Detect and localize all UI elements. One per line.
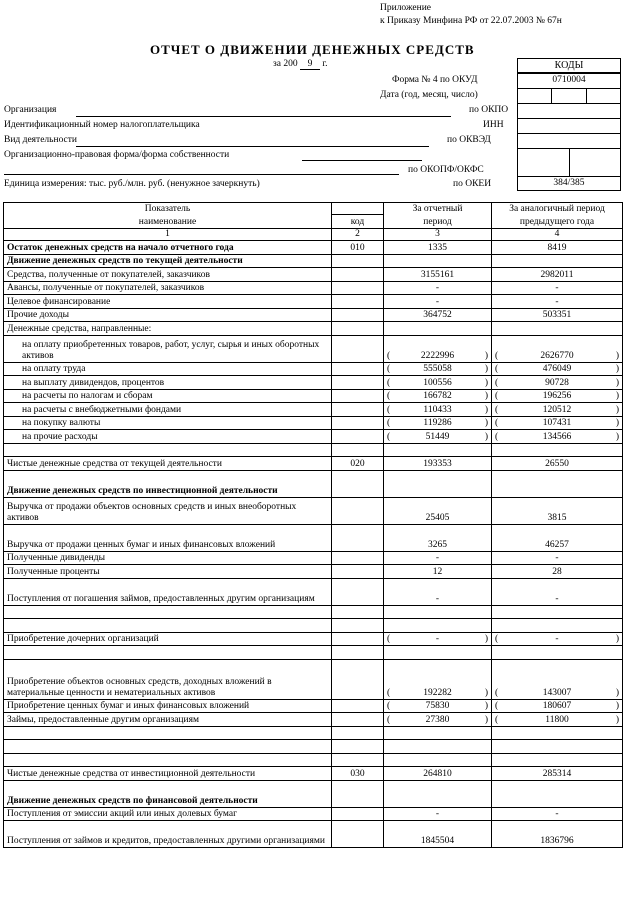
col-number-4: 4	[492, 229, 623, 241]
row-current-value	[384, 753, 492, 767]
paren-close: )	[484, 431, 488, 442]
okei-code: 384/385	[553, 178, 585, 188]
table-row	[4, 376, 623, 390]
row-name: Займы, предоставленные другим организациям	[4, 713, 332, 727]
legal-form-label: Организационно-правовая форма/форма собственности	[4, 150, 230, 160]
paren-open: (	[495, 701, 499, 711]
table-row	[4, 241, 623, 255]
col1-header-a: Показатель	[4, 203, 332, 215]
value: 2222996	[420, 350, 455, 361]
paren-open: (	[387, 687, 391, 698]
row-current-value: 25405	[384, 497, 492, 524]
paren-close: )	[615, 364, 619, 374]
table-row	[4, 551, 623, 565]
row-code	[332, 699, 384, 713]
unit-label: Единица измерения: тыс. руб./млн. руб. (ненужное зачеркнуть)	[4, 179, 260, 189]
row-current-value	[384, 254, 492, 268]
row-code	[332, 646, 384, 660]
row-previous-value: 1836796	[492, 821, 623, 848]
value: 27380	[425, 714, 450, 725]
row-name: Приобретение объектов основных средств, доходных вложений в материальные ценности и нематериальных активов	[4, 659, 332, 699]
row-previous-value	[492, 713, 623, 727]
paren-open: (	[495, 418, 499, 428]
paren-open: (	[387, 364, 391, 374]
table-row	[4, 295, 623, 309]
row-code: 030	[332, 767, 384, 781]
row-previous-value	[492, 362, 623, 376]
row-current-value	[384, 699, 492, 713]
paren-close: )	[615, 714, 619, 725]
paren-open: (	[495, 431, 499, 442]
paren-close: )	[484, 701, 488, 711]
row-code	[332, 821, 384, 848]
report-title: ОТЧЕТ О ДВИЖЕНИИ ДЕНЕЖНЫХ СРЕДСТВ	[150, 42, 475, 57]
table-row	[4, 362, 623, 376]
table-row	[4, 416, 623, 430]
row-name: Прочие доходы	[4, 308, 332, 322]
date-label: Дата (год, месяц, число)	[380, 90, 478, 100]
row-previous-value	[492, 376, 623, 390]
value: 51449	[425, 431, 450, 442]
cash-flow-table	[3, 202, 623, 848]
row-previous-value	[492, 430, 623, 444]
value: 166782	[423, 391, 452, 401]
paren-close: )	[484, 377, 488, 388]
row-name: на расчеты с внебюджетными фондами	[4, 403, 332, 417]
row-previous-value: 3815	[492, 497, 623, 524]
row-current-value: 1845504	[384, 821, 492, 848]
table-row	[4, 497, 623, 524]
row-previous-value: 8419	[492, 241, 623, 255]
okopf-label: по ОКОПФ/ОКФС	[408, 165, 484, 175]
value: 134566	[542, 431, 572, 442]
row-name: Приобретение дочерних организаций	[4, 632, 332, 646]
value: 476049	[542, 364, 572, 374]
row-name: Чистые денежные средства от текущей деятельности	[4, 457, 332, 471]
row-current-value	[384, 726, 492, 740]
row-name	[4, 443, 332, 457]
row-name: Полученные проценты	[4, 565, 332, 579]
row-current-value: -	[384, 281, 492, 295]
row-name: Полученные дивиденды	[4, 551, 332, 565]
col4-header-b: предыдущего года	[492, 215, 623, 229]
row-previous-value	[492, 780, 623, 807]
row-previous-value	[492, 619, 623, 633]
paren-open: (	[387, 634, 391, 644]
row-name: Целевое финансирование	[4, 295, 332, 309]
row-current-value	[384, 780, 492, 807]
row-previous-value	[492, 659, 623, 699]
table-row	[4, 335, 623, 362]
value: 192282	[423, 687, 452, 698]
value: 180607	[542, 701, 572, 711]
col-number-2: 2	[332, 229, 384, 241]
table-row	[4, 821, 623, 848]
row-code	[332, 524, 384, 551]
value: 120512	[542, 404, 572, 415]
row-current-value: 264810	[384, 767, 492, 781]
paren-close: )	[615, 431, 619, 442]
row-code	[332, 376, 384, 390]
value: 11800	[545, 714, 569, 725]
period-suffix: г.	[322, 59, 328, 69]
table-row	[4, 389, 623, 403]
row-code: 020	[332, 457, 384, 471]
row-code	[332, 497, 384, 524]
row-current-value	[384, 403, 492, 417]
table-row	[4, 740, 623, 754]
table-row	[4, 268, 623, 282]
value: 75830	[425, 701, 450, 711]
value: 196256	[542, 391, 572, 401]
paren-open: (	[495, 687, 499, 698]
col3-header-a: За отчетный	[384, 203, 492, 215]
table-row	[4, 281, 623, 295]
table-row	[4, 699, 623, 713]
row-code	[332, 659, 384, 699]
row-previous-value	[492, 753, 623, 767]
row-name: Авансы, полученные от покупателей, заказчиков	[4, 281, 332, 295]
row-previous-value	[492, 726, 623, 740]
value: 2626770	[540, 350, 574, 361]
row-code	[332, 443, 384, 457]
col1-header-b: наименование	[4, 215, 332, 229]
row-previous-value: -	[492, 551, 623, 565]
value: -	[555, 634, 559, 644]
okei-label: по ОКЕИ	[453, 179, 492, 189]
col3-header-b: период	[384, 215, 492, 229]
row-name: Движение денежных средств по текущей деятельности	[4, 254, 332, 268]
row-name	[4, 605, 332, 619]
paren-close: )	[484, 687, 488, 698]
paren-open: (	[495, 364, 499, 374]
row-current-value: 12	[384, 565, 492, 579]
table-row	[4, 524, 623, 551]
row-current-value: 364752	[384, 308, 492, 322]
row-name	[4, 740, 332, 754]
row-current-value	[384, 416, 492, 430]
paren-open: (	[387, 350, 391, 361]
codes-header: КОДЫ	[517, 58, 621, 73]
table-row	[4, 470, 623, 497]
value: 110433	[423, 404, 452, 415]
row-code	[332, 268, 384, 282]
form-code: 0710004	[552, 75, 586, 85]
row-previous-value	[492, 699, 623, 713]
row-current-value	[384, 659, 492, 699]
row-previous-value	[492, 335, 623, 362]
paren-open: (	[495, 377, 499, 388]
table-row	[4, 767, 623, 781]
row-current-value	[384, 605, 492, 619]
table-row	[4, 726, 623, 740]
paren-open: (	[387, 377, 391, 388]
row-code	[332, 807, 384, 821]
row-current-value: -	[384, 578, 492, 605]
row-current-value	[384, 740, 492, 754]
row-current-value	[384, 430, 492, 444]
table-row	[4, 780, 623, 807]
row-previous-value	[492, 254, 623, 268]
row-current-value	[384, 470, 492, 497]
row-previous-value: -	[492, 281, 623, 295]
row-code	[332, 565, 384, 579]
activity-label: Вид деятельности	[4, 135, 78, 145]
row-current-value	[384, 335, 492, 362]
paren-open: (	[387, 404, 391, 415]
paren-close: )	[615, 350, 619, 361]
row-previous-value	[492, 403, 623, 417]
row-name: на оплату приобретенных товаров, работ, услуг, сырья и иных оборотных активов	[4, 335, 332, 362]
row-code: 010	[332, 241, 384, 255]
paren-open: (	[387, 701, 391, 711]
row-previous-value	[492, 443, 623, 457]
row-current-value: 3265	[384, 524, 492, 551]
table-row	[4, 443, 623, 457]
row-previous-value	[492, 646, 623, 660]
row-name	[4, 646, 332, 660]
row-code	[332, 780, 384, 807]
row-name: на оплату труда	[4, 362, 332, 376]
table-row	[4, 632, 623, 646]
row-name: на расчеты по налогам и сборам	[4, 389, 332, 403]
row-name: Движение денежных средств по инвестиционной деятельности	[4, 470, 332, 497]
paren-close: )	[615, 634, 619, 644]
period-prefix: за 200	[273, 59, 298, 69]
inn-title: Идентификационный номер налогоплательщика	[4, 120, 200, 130]
row-current-value	[384, 646, 492, 660]
row-code	[332, 335, 384, 362]
row-previous-value: -	[492, 578, 623, 605]
paren-close: )	[484, 364, 488, 374]
paren-open: (	[387, 418, 391, 428]
paren-close: )	[484, 418, 488, 428]
table-row	[4, 713, 623, 727]
row-previous-value: 46257	[492, 524, 623, 551]
row-current-value: -	[384, 807, 492, 821]
row-name: Поступления от эмиссии акций или иных долевых бумаг	[4, 807, 332, 821]
paren-close: )	[484, 634, 488, 644]
row-code	[332, 254, 384, 268]
row-name: Средства, полученные от покупателей, заказчиков	[4, 268, 332, 282]
table-row	[4, 565, 623, 579]
row-name	[4, 619, 332, 633]
row-previous-value: -	[492, 807, 623, 821]
paren-open: (	[495, 634, 499, 644]
paren-close: )	[615, 687, 619, 698]
row-name	[4, 726, 332, 740]
row-current-value	[384, 713, 492, 727]
row-previous-value: 503351	[492, 308, 623, 322]
row-previous-value: 26550	[492, 457, 623, 471]
table-row	[4, 807, 623, 821]
paren-close: )	[484, 404, 488, 415]
value: 107431	[542, 418, 572, 428]
row-previous-value	[492, 632, 623, 646]
row-name: Выручка от продажи объектов основных средств и иных внеоборотных активов	[4, 497, 332, 524]
paren-close: )	[615, 377, 619, 388]
row-current-value	[384, 443, 492, 457]
table-row	[4, 619, 623, 633]
row-name: Чистые денежные средства от инвестиционной деятельности	[4, 767, 332, 781]
row-previous-value: 28	[492, 565, 623, 579]
table-row	[4, 403, 623, 417]
paren-open: (	[387, 431, 391, 442]
row-previous-value	[492, 740, 623, 754]
form-label: Форма № 4 по ОКУД	[392, 75, 478, 85]
paren-close: )	[615, 418, 619, 428]
row-current-value: 193353	[384, 457, 492, 471]
row-current-value	[384, 362, 492, 376]
row-code	[332, 605, 384, 619]
row-code	[332, 308, 384, 322]
appendix-line1: Приложение	[380, 3, 431, 13]
row-name: Денежные средства, направленные:	[4, 322, 332, 336]
row-code	[332, 551, 384, 565]
row-code	[332, 322, 384, 336]
table-row	[4, 254, 623, 268]
paren-close: )	[615, 701, 619, 711]
value: -	[435, 634, 440, 644]
row-code	[332, 430, 384, 444]
paren-close: )	[484, 350, 488, 361]
paren-close: )	[615, 404, 619, 415]
row-current-value	[384, 322, 492, 336]
table-row	[4, 646, 623, 660]
row-name: Выручка от продажи ценных бумаг и иных финансовых вложений	[4, 524, 332, 551]
okpo-label: по ОКПО	[469, 105, 509, 115]
row-name: Приобретение ценных бумаг и иных финансовых вложений	[4, 699, 332, 713]
row-current-value: 3155161	[384, 268, 492, 282]
paren-open: (	[387, 714, 391, 725]
row-current-value	[384, 389, 492, 403]
table-row	[4, 308, 623, 322]
paren-close: )	[484, 391, 488, 401]
col-number-1: 1	[4, 229, 332, 241]
okved-label: по ОКВЭД	[447, 135, 491, 145]
table-row	[4, 430, 623, 444]
table-row	[4, 659, 623, 699]
row-code	[332, 578, 384, 605]
row-code	[332, 389, 384, 403]
row-previous-value	[492, 416, 623, 430]
value: 90728	[545, 377, 569, 388]
row-name: Поступления от погашения займов, предоставленных другим организациям	[4, 578, 332, 605]
row-code	[332, 295, 384, 309]
table-row	[4, 457, 623, 471]
paren-close: )	[615, 391, 619, 401]
table-row	[4, 322, 623, 336]
row-current-value: -	[384, 295, 492, 309]
table-row	[4, 578, 623, 605]
row-code	[332, 753, 384, 767]
paren-open: (	[495, 350, 499, 361]
row-previous-value: 2982011	[492, 268, 623, 282]
row-code	[332, 713, 384, 727]
row-name: на прочие расходы	[4, 430, 332, 444]
row-current-value	[384, 619, 492, 633]
row-name: Поступления от займов и кредитов, предоставленных другими организациями	[4, 821, 332, 848]
row-name: на выплату дивидендов, процентов	[4, 376, 332, 390]
paren-open: (	[387, 391, 391, 401]
row-name: Движение денежных средств по финансовой деятельности	[4, 780, 332, 807]
col2-header: код	[332, 215, 384, 229]
row-code	[332, 740, 384, 754]
paren-open: (	[495, 391, 499, 401]
col4-header-a: За аналогичный период	[492, 203, 623, 215]
paren-open: (	[495, 714, 499, 725]
row-current-value: 1335	[384, 241, 492, 255]
value: 143007	[542, 687, 572, 698]
row-code	[332, 470, 384, 497]
value: 100556	[423, 377, 452, 388]
row-current-value	[384, 632, 492, 646]
row-code	[332, 403, 384, 417]
paren-close: )	[484, 714, 488, 725]
row-previous-value	[492, 322, 623, 336]
row-code	[332, 632, 384, 646]
row-previous-value	[492, 470, 623, 497]
row-code	[332, 726, 384, 740]
org-label: Организация	[4, 105, 57, 115]
paren-open: (	[495, 404, 499, 415]
row-previous-value: 285314	[492, 767, 623, 781]
row-name: на покупку валюты	[4, 416, 332, 430]
row-previous-value: -	[492, 295, 623, 309]
row-current-value: -	[384, 551, 492, 565]
inn-label: ИНН	[483, 120, 504, 130]
row-previous-value	[492, 389, 623, 403]
row-previous-value	[492, 605, 623, 619]
value: 119286	[423, 418, 452, 428]
row-code	[332, 281, 384, 295]
appendix-line2: к Приказу Минфина РФ от 22.07.2003 № 67н	[380, 16, 562, 26]
table-row	[4, 753, 623, 767]
col-number-3: 3	[384, 229, 492, 241]
row-name: Остаток денежных средств на начало отчетного года	[4, 241, 332, 255]
row-code	[332, 416, 384, 430]
period-line	[273, 59, 328, 70]
value: 555058	[423, 364, 452, 374]
row-code	[332, 362, 384, 376]
row-current-value	[384, 376, 492, 390]
row-code	[332, 619, 384, 633]
table-row	[4, 605, 623, 619]
row-name	[4, 753, 332, 767]
period-year[interactable]: 9	[300, 59, 320, 70]
